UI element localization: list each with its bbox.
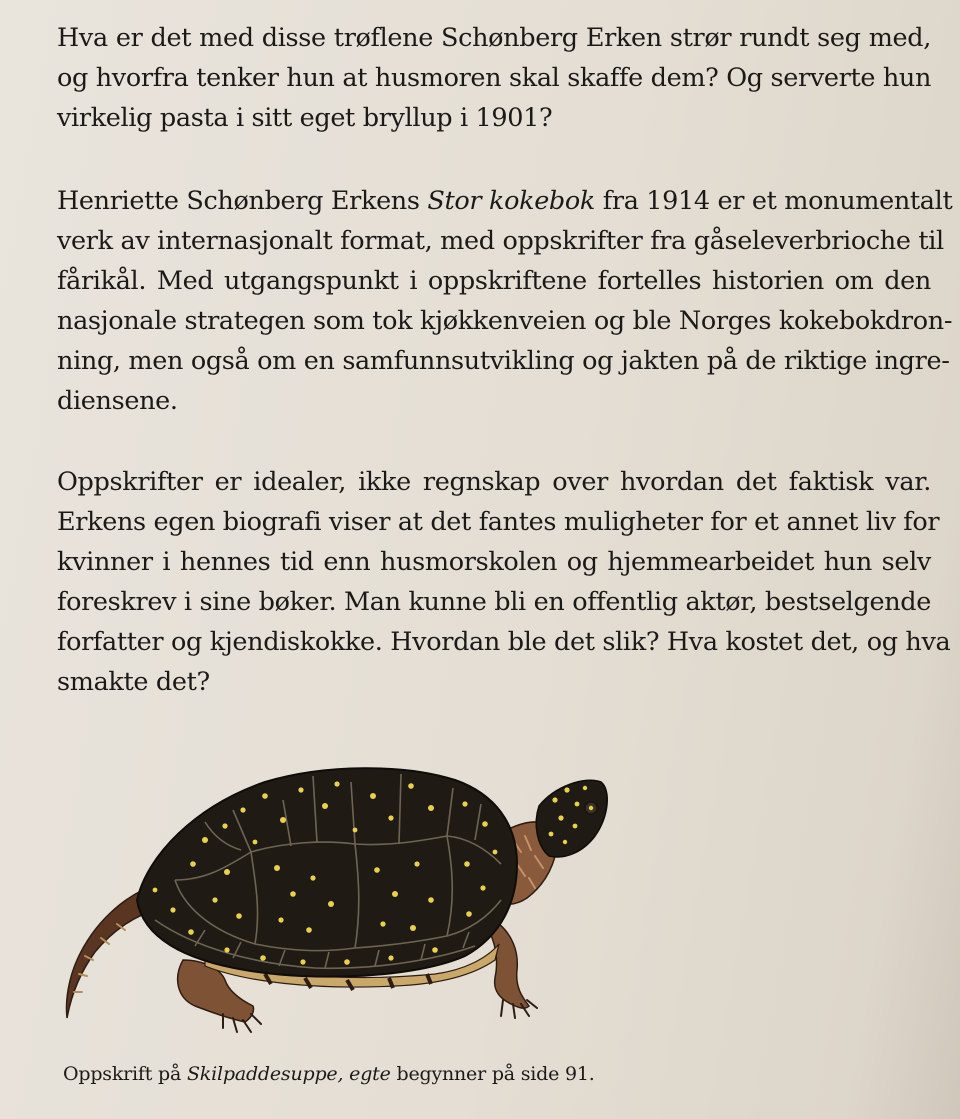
paragraph-2 (57, 181, 953, 421)
text-line (57, 181, 953, 221)
caption-text: Oppskrift på (63, 1063, 187, 1085)
turtle-icon (55, 760, 615, 1040)
turtle-front-leg (487, 924, 529, 1008)
text-line: og hvorfra tenker hun at husmoren skal skaffe dem? Og serverte hun (57, 63, 932, 93)
text-line: nasjonale strategen som tok kjøkkenveien og ble Norges kokebokdron- (57, 306, 953, 336)
text-line: diensene. (57, 386, 178, 416)
text-run: Henriette Schønberg Erkens (57, 186, 428, 216)
text-line: ning, men også om en samfunnsutvikling og jakten på de riktige ingre- (57, 346, 950, 376)
text-line: fårikål. Med utgangspunkt i oppskriftene fortelles historien om den (57, 266, 931, 296)
paragraph-1 (57, 18, 931, 138)
text-run: fra 1914 er et monumentalt (595, 186, 953, 216)
image-caption (63, 1061, 595, 1087)
text-line: foreskrev i sine bøker. Man kunne bli en offentlig aktør, bestselgende (57, 587, 931, 617)
text-line: Oppskrifter er idealer, ikke regnskap over hvordan det faktisk var. (57, 467, 931, 497)
text-line: kvinner i hennes tid enn husmorskolen og hjemmearbeidet hun selv (57, 547, 931, 577)
text-line: Erkens egen biografi viser at det fantes muligheter for et annet liv for (57, 507, 940, 537)
caption-recipe-title: Skilpaddesuppe, egte (186, 1063, 391, 1085)
turtle-shell (137, 768, 517, 976)
text-line: verk av internasjonalt format, med oppskrifter fra gåseleverbrioche til (57, 226, 944, 256)
book-title: Stor kokebok (427, 186, 596, 216)
text-line: virkelig pasta i sitt eget bryllup i 1901? (57, 103, 553, 133)
turtle-head (536, 780, 607, 857)
caption-text: begynner på side 91. (390, 1063, 595, 1085)
turtle-illustration (55, 760, 615, 1040)
text-line: forfatter og kjendiskokke. Hvordan ble det slik? Hva kostet det, og hva (57, 627, 951, 657)
text-line: Hva er det med disse trøflene Schønberg Erken strør rundt seg med, (57, 23, 931, 53)
paragraph-3 (57, 462, 951, 702)
text-line: smakte det? (57, 667, 210, 697)
